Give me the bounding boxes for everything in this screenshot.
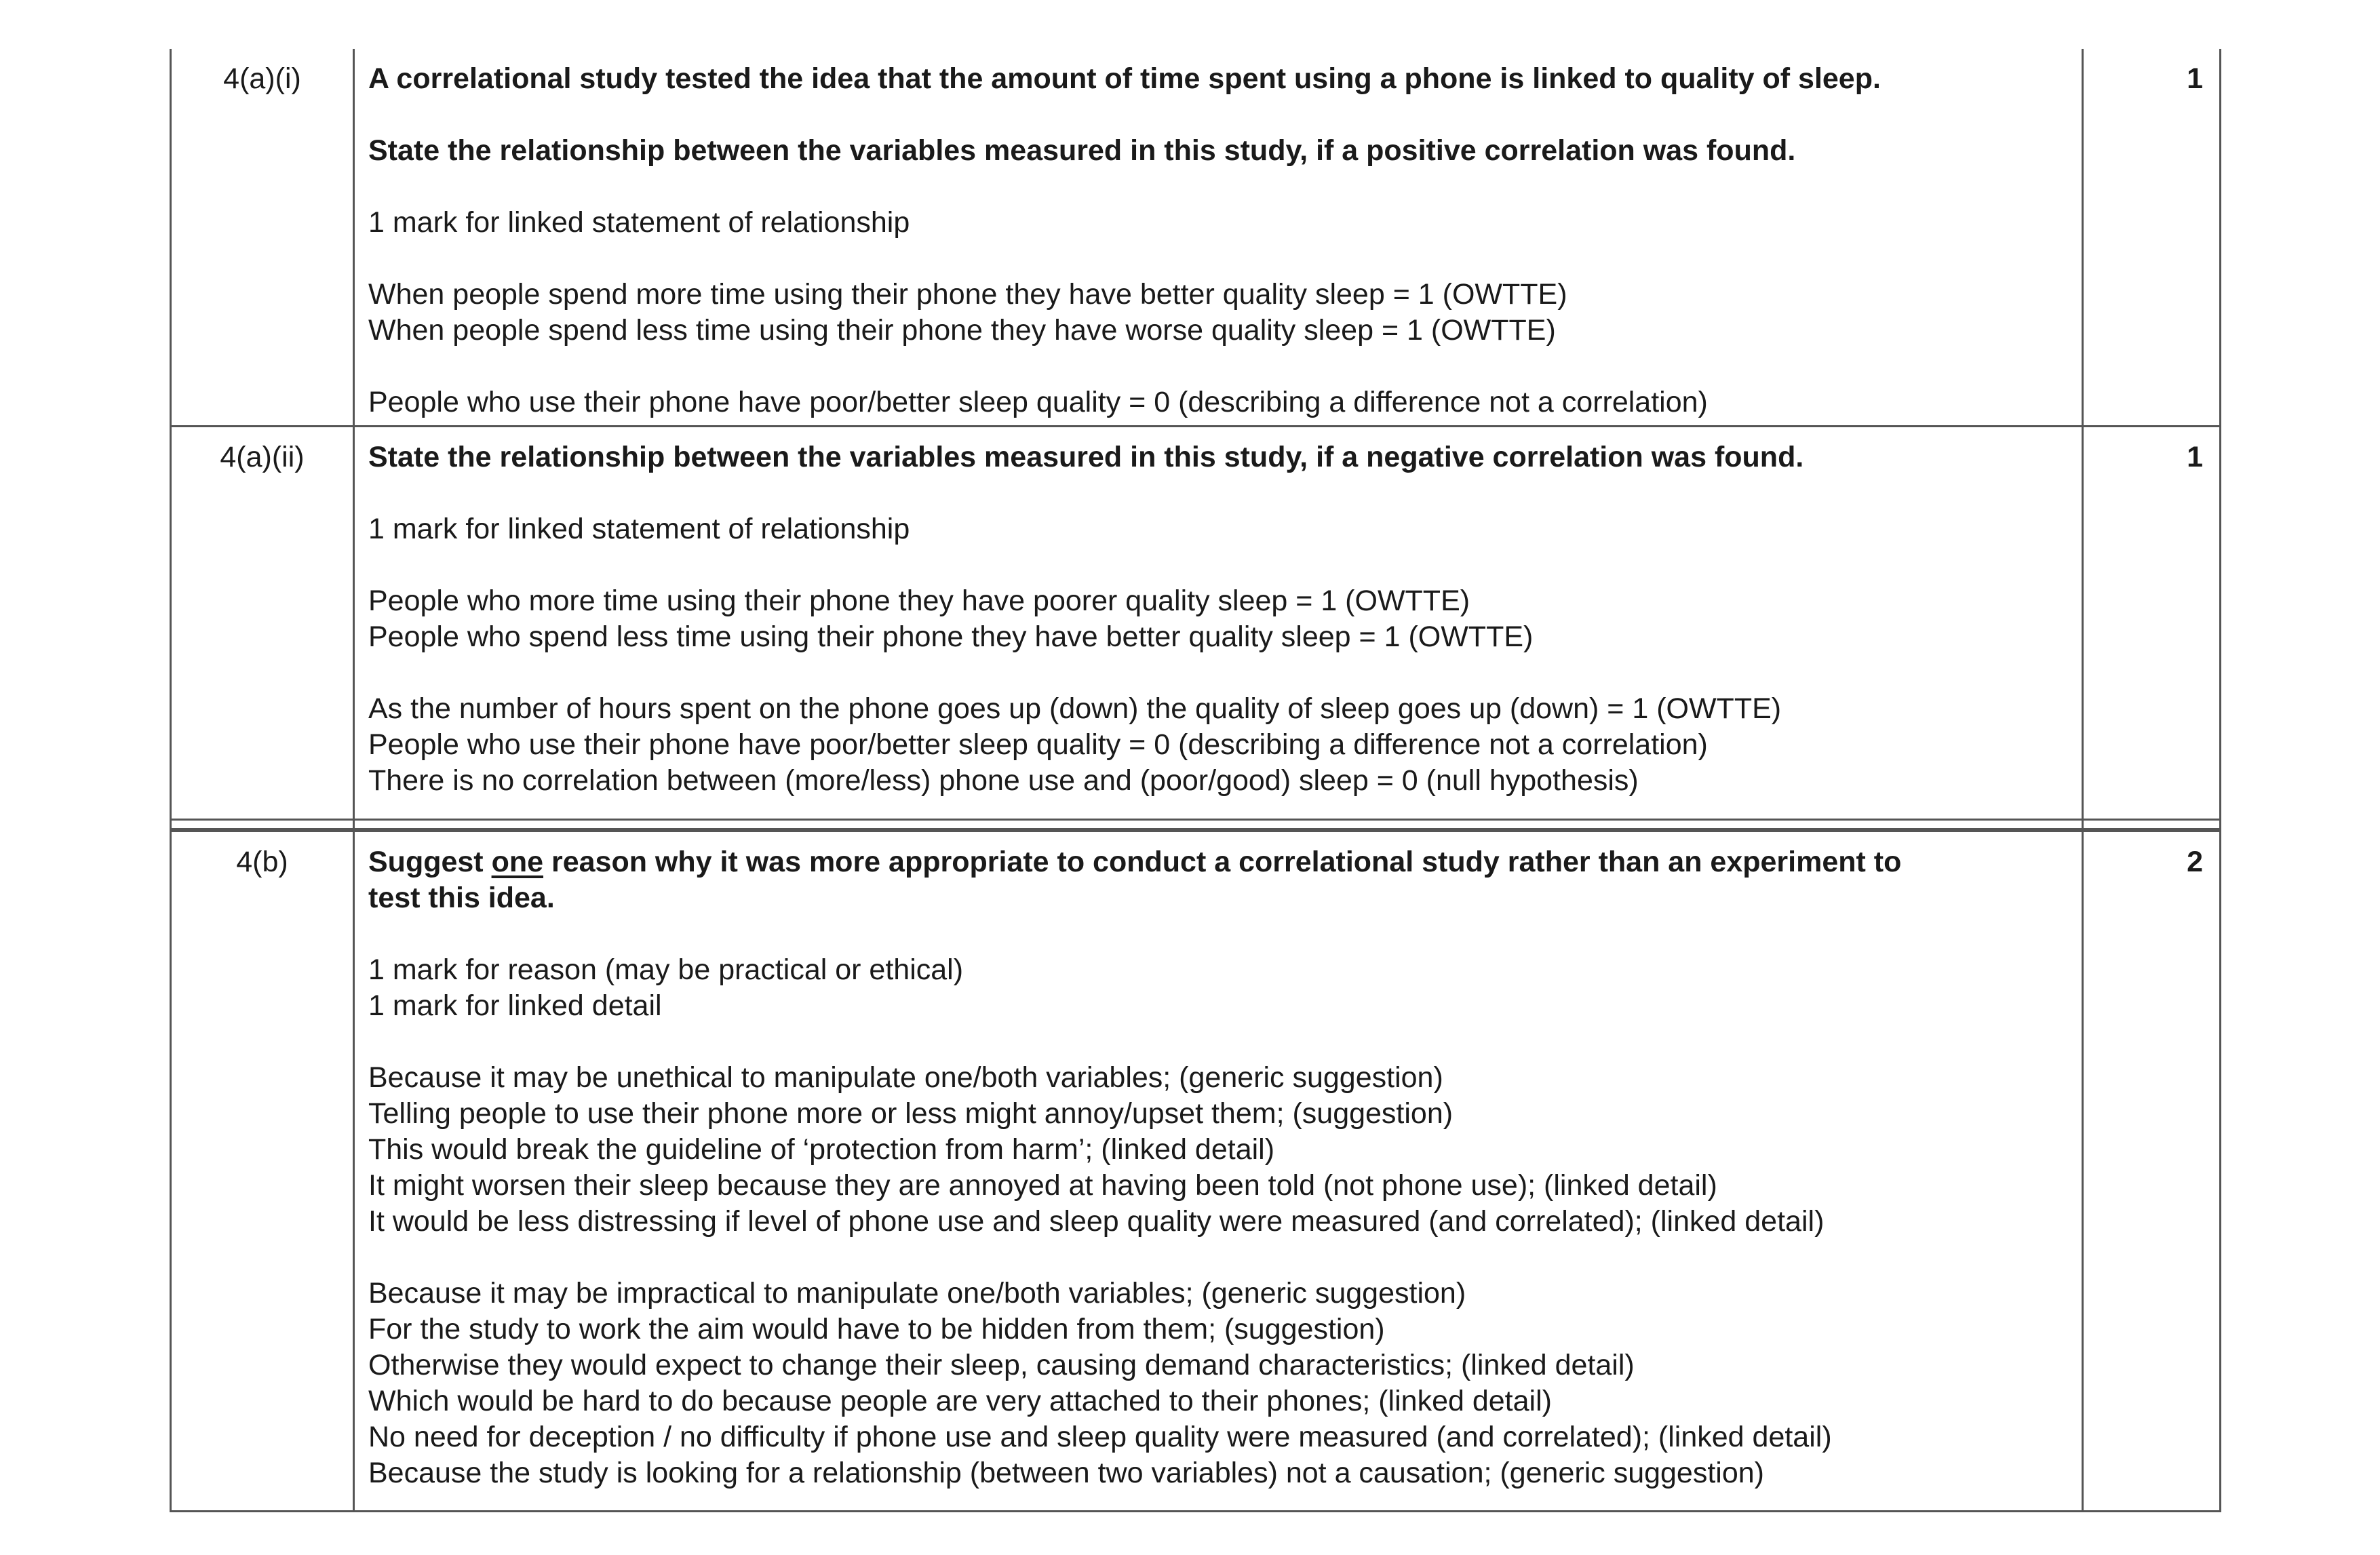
answer-line: No need for deception / no difficulty if phone use and sleep quality were measured (and correlated); (linked detail) (368, 1421, 1832, 1453)
question-prompt: State the relationship between the variables measured in this study, if a positive correlation was found. (368, 134, 1796, 167)
prompt-underlined: one (491, 846, 544, 878)
mark-guidance: 1 mark for reason (may be practical or ethical) (368, 953, 964, 986)
prompt-end: reason why it was more appropriate to conduct a correlational study rather than an experiment to (543, 846, 1902, 878)
answer-line: When people spend more time using their phone they have better quality sleep = 1 (OWTTE) (368, 278, 1567, 311)
answer-cell (355, 49, 2084, 425)
question-number: 4(a)(ii) (172, 427, 355, 819)
mark-guidance: 1 mark for linked statement of relationship (368, 206, 910, 239)
answer-note: People who use their phone have poor/better sleep quality = 0 (describing a difference not a correlation) (368, 386, 1708, 418)
mark-guidance: 1 mark for linked detail (368, 989, 662, 1022)
divider-cell (172, 821, 355, 828)
answer-line: Otherwise they would expect to change their sleep, causing demand characteristics; (linked detail) (368, 1349, 1635, 1381)
table-row-4ai (170, 49, 2221, 427)
table-row-4b (170, 830, 2221, 1512)
table-row-4aii (170, 427, 2221, 821)
question-prompt (368, 844, 2068, 880)
answer-line: Because it may be impractical to manipulate one/both variables; (generic suggestion) (368, 1277, 1466, 1310)
divider-cell (355, 821, 2084, 828)
prompt-start: Suggest (368, 846, 492, 878)
answer-cell (355, 427, 2084, 819)
marks-value: 1 (2187, 441, 2203, 473)
answer-line: It would be less distressing if level of phone use and sleep quality were measured (and correlated); (linked detail) (368, 1205, 1825, 1238)
marks-value: 1 (2187, 62, 2203, 95)
answer-line: Because it may be unethical to manipulate one/both variables; (generic suggestion) (368, 1061, 1443, 1094)
marks-value: 2 (2187, 846, 2203, 878)
question-prompt-continued: test this idea. (368, 882, 555, 914)
question-number: 4(b) (172, 832, 355, 1510)
answer-note: As the number of hours spent on the phone goes up (down) the quality of sleep goes up (down) = 1 (OWTTE) (368, 692, 1782, 725)
answer-line: People who more time using their phone they have poorer quality sleep = 1 (OWTTE) (368, 585, 1470, 617)
answer-line: Which would be hard to do because people are very attached to their phones; (linked detail) (368, 1385, 1552, 1417)
answer-line: For the study to work the aim would have to be hidden from them; (suggestion) (368, 1313, 1385, 1345)
question-prompt: A correlational study tested the idea that the amount of time spent using a phone is linked to quality of sleep. (368, 62, 1881, 95)
answer-line: It might worsen their sleep because they are annoyed at having been told (not phone use); (linked detail) (368, 1169, 1717, 1202)
answer-note: There is no correlation between (more/less) phone use and (poor/good) sleep = 0 (null hypothesis) (368, 764, 1639, 797)
answer-line: This would break the guideline of ‘protection from harm’; (linked detail) (368, 1133, 1275, 1166)
question-prompt: State the relationship between the variables measured in this study, if a negative correlation was found. (368, 441, 1804, 473)
answer-line: When people spend less time using their phone they have worse quality sleep = 1 (OWTTE) (368, 314, 1556, 347)
mark-guidance: 1 mark for linked statement of relationship (368, 513, 910, 545)
answer-line: Because the study is looking for a relationship (between two variables) not a causation; (generic suggestion) (368, 1457, 1764, 1489)
table-divider (170, 821, 2221, 830)
question-number: 4(a)(i) (172, 49, 355, 425)
answer-cell (355, 832, 2084, 1510)
answer-line: Telling people to use their phone more or less might annoy/upset them; (suggestion) (368, 1097, 1454, 1130)
answer-line: People who spend less time using their phone they have better quality sleep = 1 (OWTTE) (368, 621, 1534, 653)
answer-note: People who use their phone have poor/better sleep quality = 0 (describing a difference not a correlation) (368, 728, 1708, 761)
